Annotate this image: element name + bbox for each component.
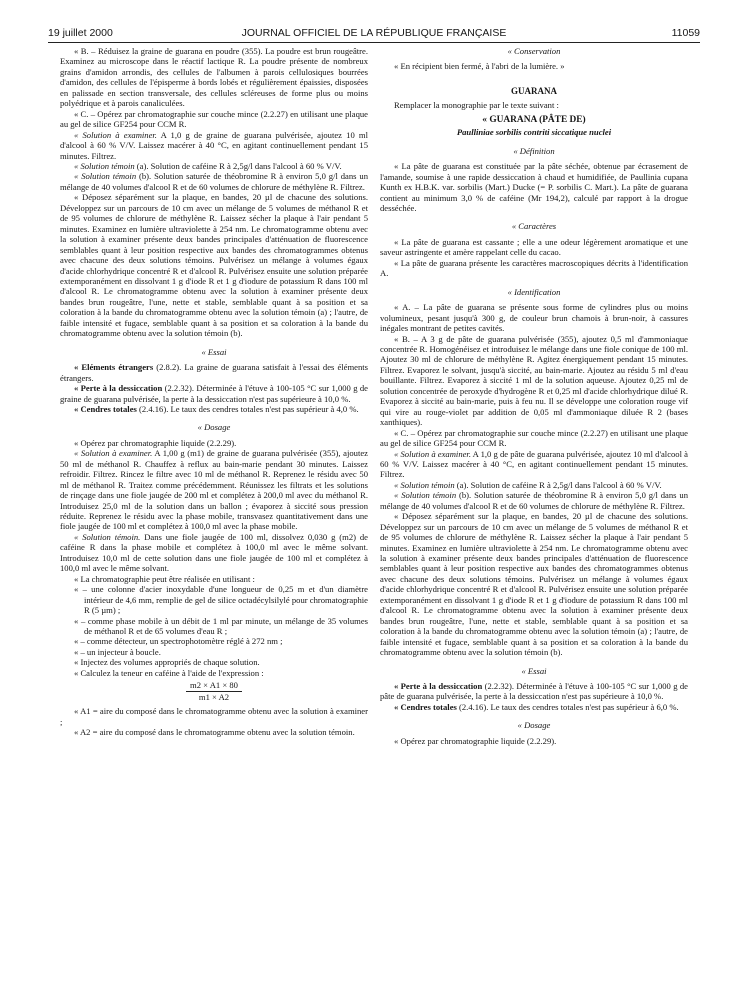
definition-text: « La pâte de guarana est constituée par la pâte séchée, obtenue par écrasement de l'amande, soumise à une rapide dessiccation à chaud et humidifiée, de Paullinia cupana Kunth ex H.B.K. var. sorbilis (Mart.) Ducke (= P. sorbilis C. Mart.). La pâte de guarana contient au minimum 3,0 % de caféine (Mr 194,2), calculé par rapport à la drogue desséchée. [380, 161, 688, 213]
page-header [48, 24, 700, 43]
dosage-intro: « Opérez par chromatographie liquide (2.2.29). [74, 437, 237, 448]
solution-temoin-b-text [60, 171, 368, 192]
section-heading-dosage: « Dosage [197, 422, 231, 433]
essai-cendres-totales-body: (2.4.16). Le taux des cendres totales n'est pas supérieur à 4,0 %. [136, 403, 359, 414]
list-item: « – une colonne d'acier inoxydable d'une longueur de 0,25 m et d'un diamètre intérieur de 4,6 mm, remplie de gel de silice octadécylsilylé pour chromatographie R (5 µm) ; [74, 584, 368, 616]
right-solution-temoin-b-body: (b). Solution saturée de théobromine R à environ 5,0 g/l dans un mélange de 40 volumes d'alcool R et de 60 volumes de chlorure de méthylène R. Filtrez. [380, 490, 688, 511]
section-heading-essai: « Essai [201, 346, 227, 357]
section-heading-conservation: « Conservation [507, 46, 561, 56]
solution-examiner-label: « Solution à examiner. [74, 129, 157, 140]
page-number: 11059 [671, 27, 700, 39]
caracteres-text-2: « La pâte de guarana présente les caractères macroscopiques décrits à l'identification A. [380, 257, 688, 279]
section-heading-identification: « Identification [507, 286, 561, 297]
solution-temoin-b-label: « Solution témoin [74, 171, 137, 182]
dosage-solution-temoin [60, 532, 368, 574]
right-essai-cendres-body: (2.4.16). Le taux des cendres totales n'est pas supérieur à 6,0 %. [456, 701, 679, 712]
essai-cendres-totales [60, 404, 368, 414]
dosage-solution-examiner [60, 448, 368, 532]
essai-elements-etrangers [60, 362, 368, 383]
right-solution-temoin-a-label: « Solution témoin [394, 479, 455, 490]
essai-perte-dessiccation [60, 383, 368, 404]
solution-examiner-text [60, 130, 368, 161]
chromatography-conditions-list [74, 584, 368, 657]
essai-perte-dessiccation-label: « Perte à la dessiccation [74, 383, 163, 394]
dosage-solution-temoin-body: Dans une fiole jaugée de 100 ml, dissolvez 0,030 g (m2) de caféine R dans la phase mobile et complétez à 100,0 ml avec le même solvant. Introduisez 10,0 ml de cette solution dans une fiole jaugée de 100 ml et complétez à 100,0 ml avec le même solvant. [60, 531, 368, 574]
right-essai-perte-body: (2.2.32). Déterminée à l'étuve à 100-105 °C sur 1,000 g de pâte de guarana pulvérisée, la perte à la dessiccation n'est pas supérieure à 10,0 %. [380, 681, 688, 702]
caracteres-text-1: « La pâte de guarana est cassante ; elle a une odeur légèrement aromatique et une saveur astringente et amère rappelant celle du cacao. [380, 236, 688, 258]
formula-numerator: m2 × A1 × 80 [186, 680, 242, 691]
section-heading-essai: « Essai [521, 665, 547, 676]
identification-c: « C. – Opérez par chromatographie sur couche mince (2.2.27) en utilisant une plaque au gel de silice GF254 pour CCM R. [380, 427, 688, 449]
right-solution-temoin-a-body: (a). Solution de caféine R à 2,5g/l dans l'alcool à 60 % V/V. [454, 479, 662, 490]
section-heading-caracteres: « Caractères [511, 221, 557, 232]
solution-temoin-a-body: (a). Solution de caféine R à 2,5g/l dans l'alcool à 60 % V/V. [134, 160, 342, 171]
monograph-name: GUARANA [511, 85, 557, 96]
identification-a: « A. – La pâte de guarana se présente sous forme de cylindres plus ou moins volumineux, pesant jusqu'à 300 g, de couleur brun chamois à brun-noir, à cassures inégales montrant de petites cavités. [380, 302, 688, 334]
right-solution-temoin-a [380, 480, 688, 490]
list-item: « – un injecteur à boucle. [74, 646, 161, 657]
right-essai-cendres-totales [380, 702, 688, 712]
essai-cendres-totales-label: « Cendres totales [74, 403, 137, 414]
monograph-latin-name: Paulliniae sorbilis contriti siccatique nuclei [456, 127, 612, 138]
header-title: JOURNAL OFFICIEL DE LA RÉPUBLIQUE FRANÇAISE [241, 27, 507, 39]
right-dosage-intro: « Opérez par chromatographie liquide (2.2.29). [394, 735, 557, 746]
header-date: 19 juillet 2000 [48, 27, 113, 39]
solution-examiner-body: A 1,0 g de graine de guarana pulvérisée, ajoutez 10 ml d'alcool à 60 % V/V. Laissez macérer à 40 °C, en agitant continuellement pendant 15 minutes. Filtrez. [60, 129, 368, 161]
monograph-title: « GUARANA (PÂTE DE) [482, 114, 586, 125]
dosage-chromatography-intro: « La chromatographie peut être réalisée en utilisant : [74, 573, 255, 584]
dosage-inject: « Injectez des volumes appropriés de chaque solution. [74, 657, 260, 668]
right-solution-examiner-label: « Solution à examiner. [394, 448, 471, 459]
dosage-solution-temoin-label: « Solution témoin. [74, 531, 141, 542]
definition-a2: « A2 = aire du composé dans le chromatogramme obtenu avec la solution témoin. [74, 727, 355, 738]
solution-temoin-a-label: « Solution témoin [74, 160, 135, 171]
replace-instruction: Remplacer la monographie par le texte suivant : [394, 100, 559, 111]
solution-temoin-a-text [60, 161, 368, 171]
right-chromatography-procedure: « Déposez séparément sur la plaque, en bandes, 20 µl de chacune des solutions. Développez sur un parcours de 10 cm avec un mélange de 5 volumes de méthanol R et de 95 volumes de chlorure de méthylène R. Laissez sécher la plaque à l'air pendant 5 minutes. Examinez en lumière ultraviolette à 254 nm. Le chromatogramme obtenu avec la solution à examiner présente deux bandes principales d'atténuation de fluorescence semblables quant à leur position respective aux bandes des chromatogrammes obtenus avec chacune des deux solutions témoins. Pulvérisez un mélange à volumes égaux d'acide chlorhydrique concentré R et d'alcool R. Pulvérisez ensuite une solution préparée extemporanément en dissolvant 1 g d'iode R et 1 g d'iodure de potassium R dans 100 ml d'alcool R. Le chromatogramme obtenu avec la solution à examiner présente deux bandes brun rougeâtre, l'une, nette et stable, semblable quant à sa position et sa coloration à la bande du chromatogramme obtenu avec la solution témoin (a) ; l'autre, de faible intensité et fugace, semblable quant à sa position et sa coloration à la bande du chromatogramme obtenu avec la solution témoin (b). [380, 511, 688, 658]
dosage-calculate: « Calculez la teneur en caféine à l'aide de l'expression : [74, 667, 264, 678]
chromatography-procedure-text: « Déposez séparément sur la plaque, en bandes, 20 µl de chacune des solutions. Développez sur un parcours de 10 cm avec un mélange de 5 volumes de méthanol R et de 95 volumes de chlorure de méthylène R. Laissez sécher la plaque à l'air pendant 5 minutes. Examinez en lumière ultraviolette à 254 nm. Le chromatogramme obtenu avec la solution à examiner présente deux bandes principales d'atténuation de fluorescence semblables quant à leur position respective aux bandes des chromatogrammes obtenus avec chacune des deux solutions témoins. Pulvérisez un mélange à volumes égaux d'acide chlorhydrique concentré R et d'alcool R. Pulvérisez ensuite une solution préparée extemporanément en dissolvant 1 g d'iode R et 1 g d'iodure de potassium R dans 100 ml d'alcool R. Le chromatogramme obtenu avec la solution à examiner présente deux bandes brun rougeâtre, l'une, nette et stable, semblable quant à sa position et sa coloration à la bande du chromatogramme obtenu avec la solution témoin (a) ; l'autre, de faible intensité et fugace, semblable quant à sa position et sa coloration à la bande du chromatogramme obtenu avec la solution témoin (b). [60, 192, 368, 339]
identification-b-text: « B. – Réduisez la graine de guarana en poudre (355). La poudre est brun rougeâtre. Examinez au microscope dans le réactif lactique R. La poudre présente de nombreux grains d'amidon arrondis, des cellules de l'albumen à parois cellulosiques bourrées d'amidon, des cellules de l'épisperme à bords lobés et régulièrement épaissies, disposées en palissade en section transversale, des cellules scléreuses de forme plus ou moins polyédrique et à parois canaliculées. [60, 46, 368, 109]
identification-c-text: « C. – Opérez par chromatographie sur couche mince (2.2.27) en utilisant une plaque au gel de silice GF254 pour CCM R. [60, 108, 368, 130]
list-item: « – comme phase mobile à un débit de 1 ml par minute, un mélange de 35 volumes de méthanol R et de 65 volumes d'eau R ; [74, 615, 368, 637]
right-column [380, 46, 688, 981]
right-solution-temoin-b-label: « Solution témoin [394, 490, 457, 501]
definition-a1: « A1 = aire du composé dans le chromatogramme obtenu avec la solution à examiner ; [60, 706, 368, 727]
dosage-solution-examiner-label: « Solution à examiner. [74, 448, 153, 459]
dosage-solution-examiner-body: A 1,00 g (m1) de graine de guarana pulvérisée (355), ajoutez 50 ml de méthanol R. Chauffez à reflux au bain-marie pendant 30 minutes. Laissez refroidir. Filtrez. Rincez le filtre avec 10 ml de méthanol R. Reprenez le résidu avec 50 ml de méthanol R. Traitez comme précédemment. Réunissez les filtrats et les solutions de rinçage dans une fiole jaugée de 200 ml et complétez à 200,0 ml avec du méthanol R. Introduisez 25,0 ml de la solution dans un ballon ; évaporez à siccité sous pression réduite. Reprenez le résidu avec la phase mobile, transvasez quantitativement dans une fiole jaugée de 100 ml et complétez à 100,0 ml avec la phase mobile. [60, 448, 368, 532]
section-heading-dosage: « Dosage [517, 720, 551, 731]
left-column [60, 46, 368, 981]
conservation-text: « En récipient bien fermé, à l'abri de la lumière. » [394, 61, 565, 72]
section-heading-definition: « Définition [513, 145, 555, 156]
essai-elements-etrangers-body: (2.8.2). La graine de guarana satisfait à l'essai des éléments étrangers. [60, 362, 368, 383]
essai-perte-dessiccation-body: (2.2.32). Déterminée à l'étuve à 100-105 °C sur 1,000 g de graine de guarana pulvérisée, la perte à la dessiccation n'est pas supérieure à 10,0 %. [60, 383, 368, 404]
right-solution-examiner-body: A 1,0 g de pâte de guarana pulvérisée, ajoutez 10 ml d'alcool à 60 % V/V. Laissez macérer à 40 °C, en agitant continuellement pendant 15 minutes. Filtrez. [380, 448, 688, 480]
right-solution-temoin-b [380, 490, 688, 511]
formula-denominator: m1 × A2 [198, 691, 230, 702]
right-solution-examiner [380, 449, 688, 480]
right-essai-perte-dessiccation [380, 681, 688, 702]
identification-b: « B. – A 3 g de pâte de guarana pulvérisée (355), ajoutez 0,5 ml d'ammoniaque concentrée R. Homogénéisez et introduisez le mélange dans une fiole conique de 100 ml. Ajoutez 30 ml de chlorure de méthylène R. Agitez énergiquement pendant 15 minutes. Filtrez. Evaporez le solvant, jusqu'à siccité, au bain-marie. Ajoutez au résidu 5 ml d'eau bouillante. Filtrez. Evaporez à siccité 1 ml de la solution aqueuse. Ajoutez 0,25 ml de solution concentrée de peroxyde d'hydrogène R et 0,25 ml d'acide chlorhydrique dilué R. Evaporez à siccité au bain-marie, puis à feu nu. Il se développe une coloration rouge vif qui vire au rouge-violet par addition de 0,05 ml d'ammoniaque diluée R 2 (bases xanthiques). [380, 333, 688, 428]
right-essai-cendres-label: « Cendres totales [394, 701, 457, 712]
right-essai-perte-label: « Perte à la dessiccation [394, 681, 483, 692]
caffeine-formula [60, 680, 368, 702]
essai-elements-etrangers-label: « Eléments étrangers [74, 362, 154, 373]
list-item: « – comme détecteur, un spectrophotomètre réglé à 272 nm ; [74, 636, 283, 647]
solution-temoin-b-body: (b). Solution saturée de théobromine R à environ 5,0 g/l dans un mélange de 40 volumes d'alcool R et de 60 volumes de chlorure de méthylène R. Filtrez. [60, 171, 368, 192]
